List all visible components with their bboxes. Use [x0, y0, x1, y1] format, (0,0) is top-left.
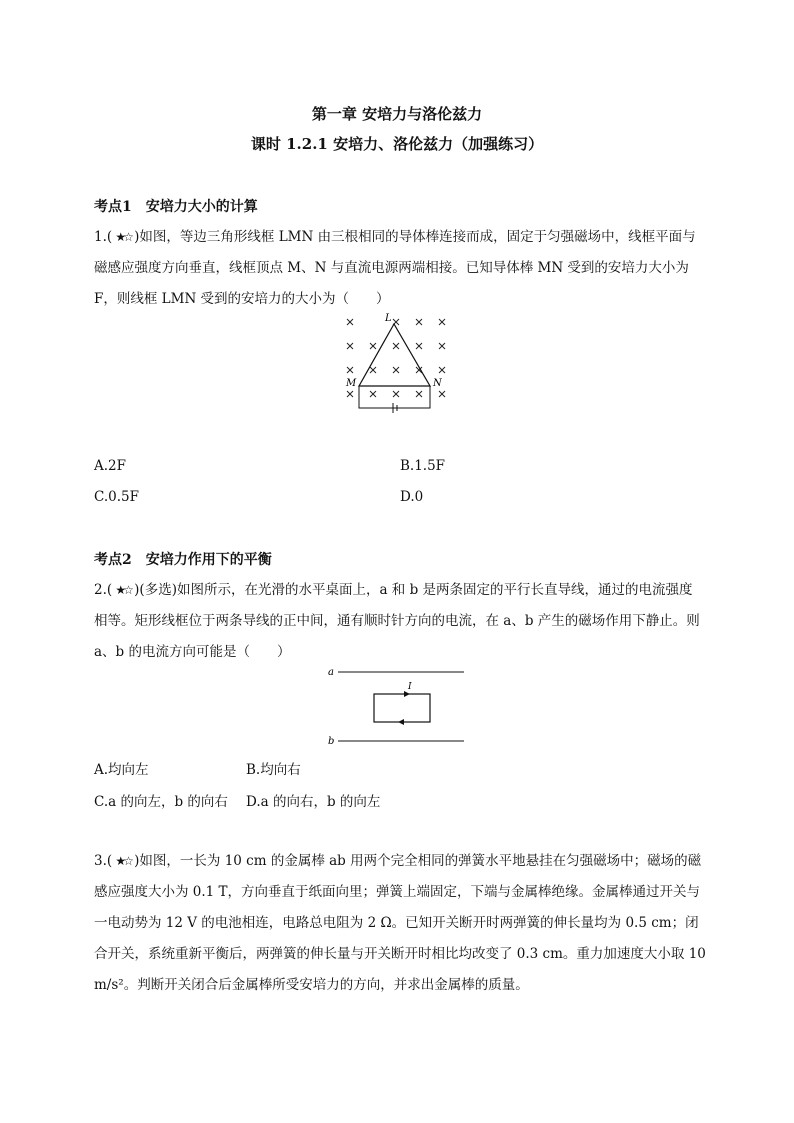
- question-1-body: )如图，等边三角形线框 LMN 由三根相同的导体棒连接而成，固定于匀强磁场中，线框平面与磁感应强度方向垂直，线框顶点 M、N 与直流电源两端相接。已知导体棒 MN 受到的安培力大小为 F，则线框 LMN 受到的安培力的大小为（ ）: [94, 229, 696, 307]
- wire-label-a: a: [328, 667, 334, 678]
- difficulty-star-icon: ★☆: [115, 230, 131, 244]
- chapter-title: 第一章 安培力与洛伦兹力: [311, 105, 483, 123]
- difficulty-star-icon: ★☆: [115, 583, 131, 597]
- vertex-label-m: M: [346, 378, 357, 389]
- q1-option-b: B.1.5F: [400, 458, 446, 474]
- q2-option-d: D.a 的向右，b 的向左: [246, 794, 381, 810]
- current-arrow-bottom: [398, 719, 404, 725]
- question-2-body: )(多选)如图所示，在光滑的水平桌面上，a 和 b 是两条固定的平行长直导线，通过的电流强度相等。矩形线框位于两条导线的正中间，通有顺时针方向的电流，在 a、b 产生的磁场作用下静止。则 a、b 的电流方向可能是（ ）: [94, 582, 700, 660]
- magnetic-field-cross-marks: [347, 319, 445, 397]
- q1-option-c: C.0.5F: [94, 489, 139, 505]
- question-3-body: )如图，一长为 10 cm 的金属棒 ab 用两个完全相同的弹簧水平地悬挂在匀强磁场中；磁场的磁感应强度大小为 0.1 T，方向垂直于纸面向里；弹簧上端固定，下端与金属棒绝缘。金属棒通过开关与一电动势为 12 V 的电池相连，电路总电阻为 2 Ω。已知开关断开时两弹簧的伸长量均为 0.5 cm；闭合开关，系统重新平衡后，两弹簧的伸长量与开关断开时相比均改变了 0.3 cm。重力加速度大小取 10 m/s²。判断开关闭合后金属棒所受安培力的方向，并求出金属棒的质量。: [94, 853, 706, 993]
- q1-option-d: D.0: [400, 489, 424, 505]
- figure-parallel-wires: [326, 664, 468, 748]
- figure-triangle-frame: [330, 306, 470, 418]
- q2-option-c: C.a 的向左，b 的向右: [94, 794, 228, 810]
- section-heading-2: 考点2 安培力作用下的平衡: [94, 552, 272, 568]
- question-2-number: 2.(: [94, 582, 113, 598]
- current-label-i: I: [408, 682, 412, 692]
- rectangular-loop: [374, 694, 430, 722]
- question-1-text: [94, 222, 706, 315]
- lesson-title: 课时 1.2.1 安培力、洛伦兹力（加强练习）: [250, 135, 544, 153]
- wire-label-b: b: [328, 736, 335, 747]
- question-3-number: 3.(: [94, 853, 113, 869]
- question-3-text: [94, 846, 706, 1001]
- triangle-lmn: [359, 324, 430, 386]
- section-heading-1: 考点1 安培力大小的计算: [94, 199, 258, 215]
- question-2-text: [94, 575, 706, 668]
- power-supply-wire: [359, 386, 430, 408]
- q2-option-a: A.均向左: [94, 762, 149, 778]
- q2-option-b: B.均向右: [246, 762, 301, 778]
- vertex-label-n: N: [433, 378, 442, 389]
- question-1-number: 1.(: [94, 229, 113, 245]
- vertex-label-l: L: [385, 313, 392, 324]
- q1-option-a: A.2F: [94, 458, 126, 474]
- difficulty-star-icon: ★☆: [115, 854, 131, 868]
